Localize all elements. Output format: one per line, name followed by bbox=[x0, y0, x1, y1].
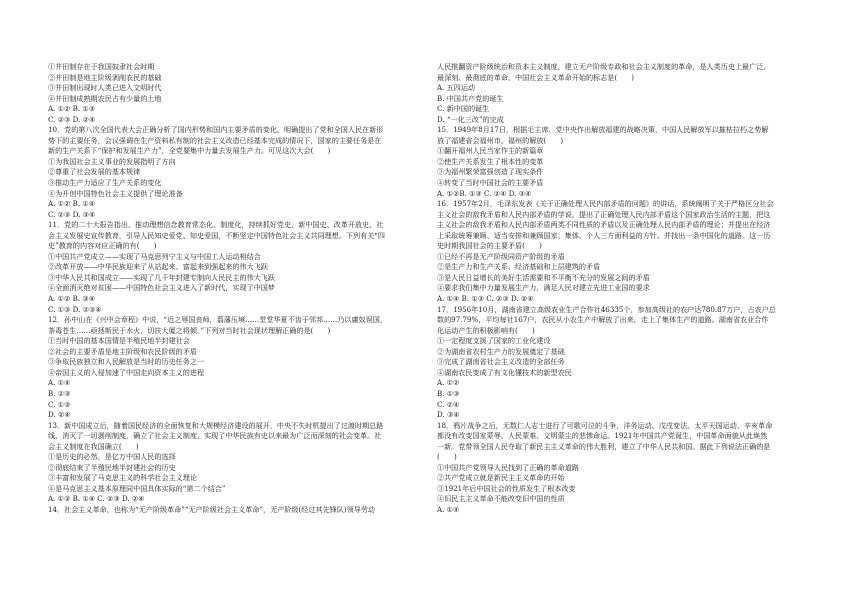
text-line: 会主义制度在我国确立( ) bbox=[48, 441, 139, 451]
text-line: 新的生产关系下“保护和发展生产力”，全党要集中力量去发展生产力。可见这次大会( ) bbox=[48, 146, 331, 156]
text-line: D. ③④ bbox=[437, 410, 460, 420]
text-line: C. ①③ bbox=[48, 399, 71, 409]
text-line: ④井田制成熟期农民占有少量的土地 bbox=[48, 93, 162, 103]
text-line: ①井田制存在于我国奴隶社会时期 bbox=[48, 62, 155, 71]
text-line: D. “一化三改”的完成 bbox=[437, 114, 504, 124]
text-line: ③中华人民共和国成立——实现了几千年封建专制向人民民主的伟大飞跃 bbox=[48, 272, 275, 282]
text-line: ③丰富和发展了马克思主义的科学社会主义理论 bbox=[48, 473, 197, 483]
text-line: ①中国共产党领导人民找到了正确的革命道路 bbox=[437, 462, 579, 472]
text-line: ④帝国主义的入侵加速了中国走向资本主义的进程 bbox=[48, 367, 205, 377]
text-line: 人民推翻资产阶级统治和资本主义制度，建立无产阶级专政和社会主义制度的革命，是人类历史上最广泛、 bbox=[437, 62, 771, 71]
text-line: A. ①④ bbox=[437, 504, 460, 514]
text-line: 上采取统筹兼顾、适当安排和兼顾国家、集体、个人三方面利益的方针。并找出一条中国化的道路。这一历 bbox=[437, 230, 771, 240]
text-line: C. ②③ D. ③④ bbox=[48, 209, 96, 219]
text-line: 荼毒苍生……亟拯斯民于水火，切扶大厦之将倾。”下列对当时社会现状理解正确的是( ) bbox=[48, 325, 331, 335]
text-line: A. ①④ bbox=[48, 378, 71, 388]
text-line: ②彻底结束了半殖民地半封建社会的历史 bbox=[48, 462, 176, 472]
text-line: ③推动生产力适应了生产关系的变化 bbox=[48, 178, 162, 188]
text-line: ①是历史的必然，是亿万中国人民的选择 bbox=[48, 452, 176, 462]
text-line: ①已经不再是无产阶级同资产阶级的矛盾 bbox=[437, 251, 565, 261]
text-line: 17．1956年10月，湖南省建立高级农业生产合作社46335个，参加高级社的农户达780.87万户，占农户总 bbox=[437, 304, 776, 314]
text-line: ②是生产力和生产关系、经济基础和上层建筑的矛盾 bbox=[437, 262, 601, 272]
text-line: 14．社会主义革命，也称为“无产阶级革命”“无产阶级社会主义革命”，无产阶级(经过其先锋队)领导劳动 bbox=[48, 504, 376, 514]
text-line: 化运动产生的积极影响有( ) bbox=[437, 325, 535, 335]
text-line: 主义社会的敌我矛盾和人民内部矛盾两类不同性质的矛盾以及正确处理人民内部矛盾的理论；并提出在经济 bbox=[437, 220, 771, 230]
text-line: A. ①③ B. ①④ C. ②③ D. ②④ bbox=[48, 494, 145, 504]
left-column bbox=[48, 62, 433, 516]
text-line: 都没有改变国家蒙辱、人民蒙难、文明蒙尘的悲惨命运。1921年中国共产党诞生，中国革命面貌从此焕然 bbox=[437, 431, 768, 441]
text-line: ②社会的主要矛盾是地主阶级和农民阶级的矛盾 bbox=[48, 346, 197, 356]
text-line: ①中国共产党成立——实现了马克思列宁主义与中国工人运动相结合 bbox=[48, 251, 261, 261]
text-line: ③1921年后中国社会的性质发生了根本改变 bbox=[437, 483, 576, 493]
text-line: ( ) bbox=[437, 452, 457, 462]
text-line: A. ①② B. ①④ bbox=[48, 199, 96, 209]
text-line: ③为福州繁荣富强创造了现实条件 bbox=[437, 167, 544, 177]
text-line: ④为开创中国特色社会主义提供了理论准备 bbox=[48, 188, 183, 198]
text-line: 13．新中国成立后，随着国民经济的全面恢复和大规模经济建设的展开，中央不失时机提出了过渡时期总路 bbox=[48, 420, 384, 430]
text-line: ③完成了湖南省社会主义改造的全部任务 bbox=[437, 357, 565, 367]
text-line: B. 中国共产党的诞生 bbox=[437, 93, 504, 103]
text-line: B. ②③ bbox=[48, 388, 71, 398]
text-line: A. ①② B. ①③ bbox=[48, 104, 96, 114]
text-line: 18．鸦片战争之后，无数仁人志士进行了可歌可泣的斗争，洋务运动、戊戌变法、太平天国运动、辛亥革命 bbox=[437, 420, 773, 430]
text-line: ④是马克思主义基本原理同中国具体实际的“第二个结合” bbox=[48, 483, 226, 493]
text-line: 10．党的第八次全国代表大会正确分析了国内形势和国内主要矛盾的变化，明确提出了党和全国人民在新形 bbox=[48, 125, 384, 135]
text-line: ②井田制是地主阶级剥削农民的基础 bbox=[48, 72, 162, 82]
text-line: ④旧民主主义革命不能改变旧中国的性质 bbox=[437, 494, 565, 504]
text-line: ②共产党成立就是新民主主义革命的开始 bbox=[437, 473, 565, 483]
text-line: A. ①②B. ①③ C. ②④ D. ③④ bbox=[437, 188, 532, 198]
text-line: 一新。党带领全国人民夺取了新民主主义革命的伟大胜利，建立了中华人民共和国。据此下列说法正确的是 bbox=[437, 441, 771, 451]
text-line: A. ①② B. ③④ bbox=[48, 294, 96, 304]
text-line: 最深刻、最彻底的革命。中国社会主义革命开始的标志是( ) bbox=[437, 72, 635, 82]
text-line: ②改革开放——中华民族迎来了从站起来、富起来到强起来的伟大飞跃 bbox=[48, 262, 268, 272]
text-line: C. ②④ bbox=[437, 399, 460, 409]
text-line: 12．孙中山在《兴中会章程》中说，“近之辱国丧师，翦藩压境……堂堂华夏不齿于邻邦……乃以庸奴误国， bbox=[48, 315, 387, 325]
text-line: C. ①③ D. ②③④ bbox=[48, 304, 102, 314]
text-line: 主义社会的敌我矛盾和人民内部矛盾的学说，提出了正确处理人民内部矛盾这个国家政治生活的主题，把这 bbox=[437, 209, 771, 219]
text-line: C. 新中国的诞生 bbox=[437, 104, 490, 114]
text-line: ①为我国社会主义事业的发展指明了方向 bbox=[48, 156, 176, 166]
right-column bbox=[437, 62, 822, 516]
text-line: ①当时中国的基本国情是半殖民地半封建社会 bbox=[48, 336, 190, 346]
text-line: ④转变了当时中国社会的主要矛盾 bbox=[437, 178, 544, 188]
text-line: 史时期我国社会的主要矛盾( ) bbox=[437, 241, 542, 251]
text-line: C. ②③ D. ②④ bbox=[48, 114, 96, 124]
text-line: ④全面消灭绝对贫困——中国特色社会主义进入了新时代，实现了中国梦 bbox=[48, 283, 275, 293]
text-line: 史”教育的内容对应正确的有( ) bbox=[48, 241, 157, 251]
text-line: 会主义发展史宣传教育，引导人民知史爱党、知史爱国，不断坚定中国特色社会主义共同理想。下列有关“四 bbox=[48, 230, 386, 240]
text-line: A. ①② bbox=[437, 378, 460, 388]
text-line: 放了福建省会福州市。福州的解放( ) bbox=[437, 135, 564, 145]
text-line: 数的97.79%，平均每社167户，农民从小农生产中解放了出来，走上了集体生产的道路。湖南省农业合作 bbox=[437, 315, 769, 325]
text-line: D. ②④ bbox=[48, 410, 71, 420]
text-line: ②使生产关系发生了根本性的变革 bbox=[437, 156, 544, 166]
text-line: ①一定程度支援了国家的工业化建设 bbox=[437, 336, 551, 346]
text-line: A. ①④ B. ①③ C. ②③ D. ②④ bbox=[437, 294, 534, 304]
text-line: A. 五四运动 bbox=[437, 83, 476, 93]
text-line: B. ①③ bbox=[437, 388, 460, 398]
text-line: ④湖南农民变成了有文化懂技术的新型农民 bbox=[437, 367, 572, 377]
text-line: ③井田制出现时人类已进入文明时代 bbox=[48, 83, 162, 93]
text-line: 16．1957年2月，毛泽东发表《关于正确处理人民内部矛盾的问题》的讲话，系统阐明了关于严格区分社会 bbox=[437, 199, 774, 209]
text-line: 11．党的二十大报告指出，推动理想信念教育常态化、制度化，持续抓好党史、新中国史、改革开放史、社 bbox=[48, 220, 384, 230]
text-line: ②尊重了社会发展的基本规律 bbox=[48, 167, 141, 177]
text-line: ②为湖南省农村生产力的发展奠定了基础 bbox=[437, 346, 565, 356]
text-line: 线，消灭了一切剥削制度，确立了社会主义制度，实现了中华民族有史以来最为广泛而深刻的社会变革。社 bbox=[48, 431, 382, 441]
text-line: ④要求我们集中力量发展生产力，满足人民对建立先进工业国的要求 bbox=[437, 283, 650, 293]
text-line: 15．1949年8月17日，根据毛主席、党中央作出解放福建的战略决策，中国人民解放军以摧枯拉朽之势解 bbox=[437, 125, 769, 135]
text-line: ③争取民族独立和人民解放是当时的历史任务之一 bbox=[48, 357, 205, 367]
text-line: ①翻开福州人民当家作主的新篇章 bbox=[437, 146, 544, 156]
text-line: 势下的主要任务，会议强调在生产资料私有制的社会主义改造已经基本完成的情况下，国家的主要任务是在 bbox=[48, 135, 382, 145]
text-line: ③是人民日益增长的美好生活需要和不平衡不充分的发展之间的矛盾 bbox=[437, 272, 650, 282]
